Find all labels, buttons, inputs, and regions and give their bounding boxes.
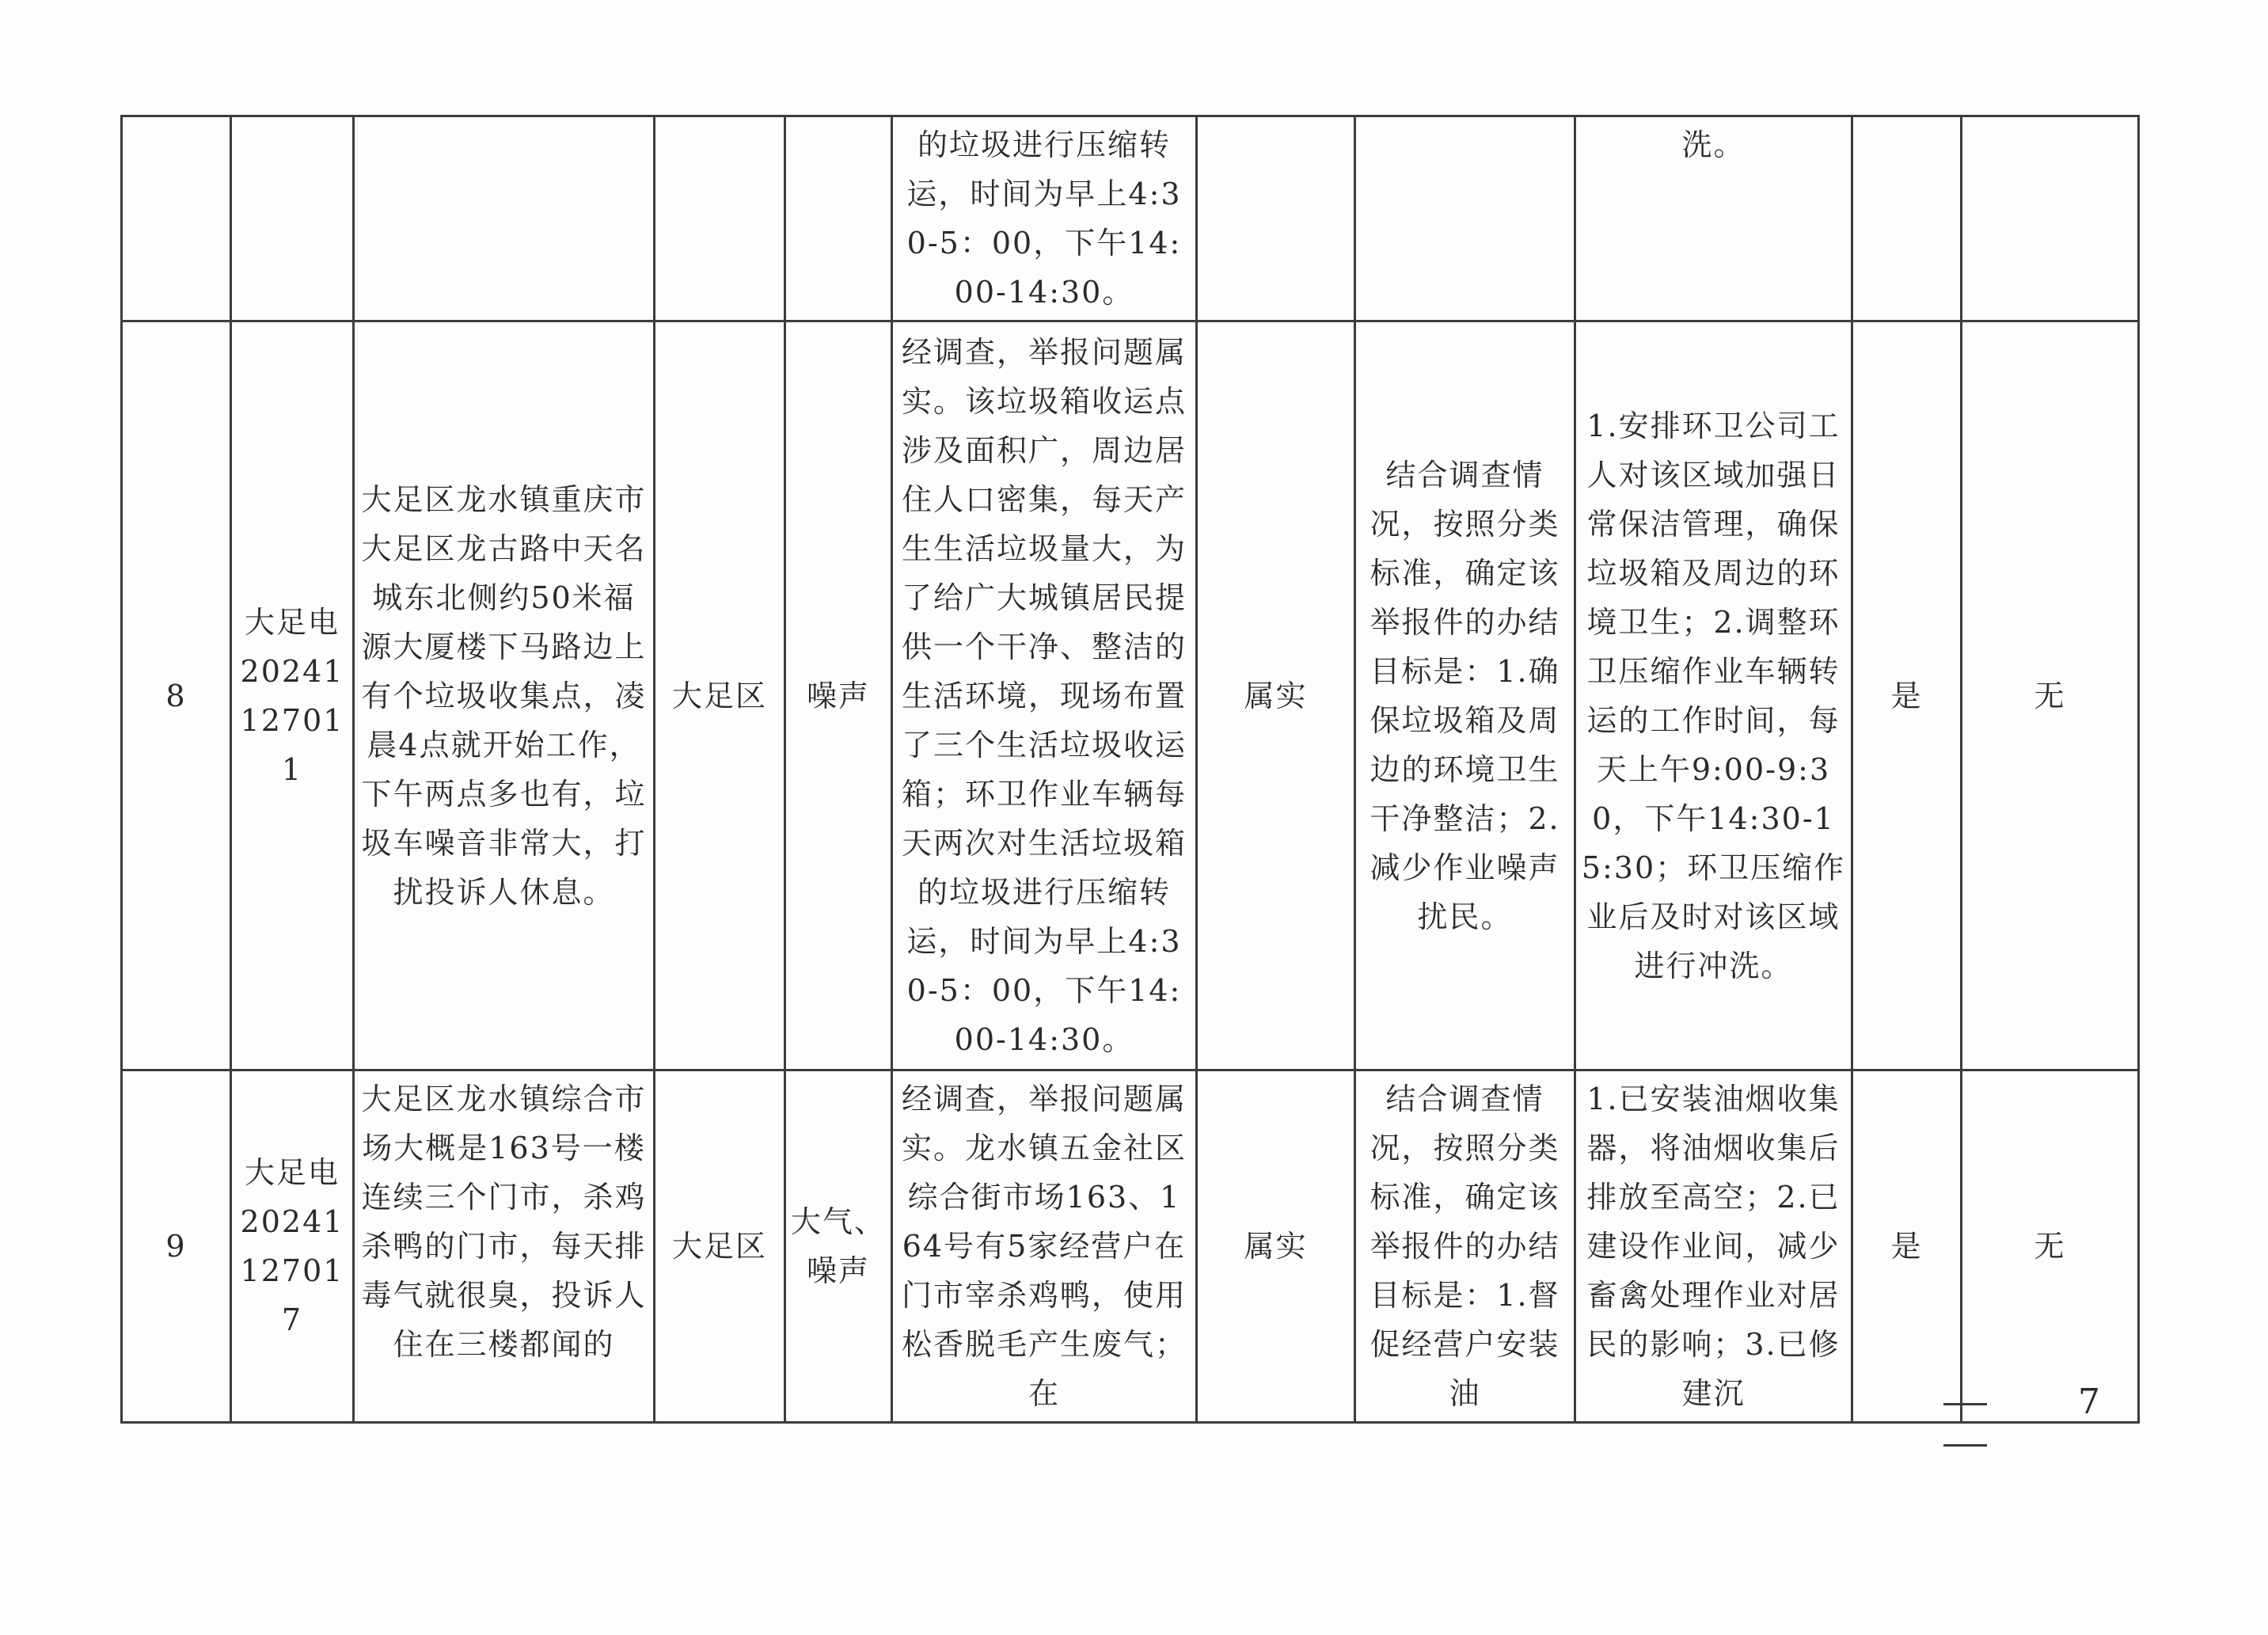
table-row xyxy=(122,116,2139,321)
cell-goal: 结合调查情况，按照分类标准，确定该举报件的办结目标是：1.督促经营户安装油 xyxy=(1355,1070,1575,1423)
cell-content xyxy=(354,116,655,321)
cell-done: 是 xyxy=(1852,1070,1962,1423)
cell-verdict xyxy=(1197,116,1355,321)
cell-content: 大足区龙水镇综合市场大概是163号一楼连续三个门市，杀鸡杀鸭的门市，每天排毒气就很臭，投诉人住在三楼都闻的 xyxy=(354,1070,655,1423)
cell-done xyxy=(1852,116,1962,321)
cell-done: 是 xyxy=(1852,321,1962,1070)
cell-verdict: 属实 xyxy=(1197,1070,1355,1423)
cell-penalty xyxy=(1962,116,2139,321)
cell-region xyxy=(655,116,785,321)
cell-measures: 洗。 xyxy=(1575,116,1852,321)
cell-type xyxy=(785,116,892,321)
cell-ticket: 大足电20241127011 xyxy=(231,321,354,1070)
cell-measures: 1.安排环卫公司工人对该区域加强日常保洁管理，确保垃圾箱及周边的环境卫生；2.调整环卫压缩作业车辆转运的工作时间，每天上午9:00-9:30，下午14:30-15:30；环卫压缩作业后及时对该区域进行冲洗。 xyxy=(1575,321,1852,1070)
cell-type: 噪声 xyxy=(785,321,892,1070)
table-row xyxy=(122,321,2139,1070)
cell-penalty: 无 xyxy=(1962,321,2139,1070)
cell-no: 9 xyxy=(122,1070,231,1423)
cell-ticket: 大足电20241127017 xyxy=(231,1070,354,1423)
complaint-table xyxy=(120,115,2140,1424)
cell-goal xyxy=(1355,116,1575,321)
cell-no: 8 xyxy=(122,321,231,1070)
cell-verdict: 属实 xyxy=(1197,321,1355,1070)
cell-type: 大气、噪声 xyxy=(785,1070,892,1423)
cell-investigation: 的垃圾进行压缩转运，时间为早上4:30-5：00，下午14:00-14:30。 xyxy=(892,116,1197,321)
cell-measures: 1.已安装油烟收集器，将油烟收集后排放至高空；2.已建设作业间，减少畜禽处理作业对居民的影响；3.已修建沉 xyxy=(1575,1070,1852,1423)
page-number: 7 xyxy=(2078,1382,2100,1422)
cell-ticket xyxy=(231,116,354,321)
table-row xyxy=(122,1070,2139,1423)
cell-investigation: 经调查，举报问题属实。该垃圾箱收运点涉及面积广，周边居住人口密集，每天产生生活垃圾量大，为了给广大城镇居民提供一个干净、整洁的生活环境，现场布置了三个生活垃圾收运箱；环卫作业车辆每天两次对生活垃圾箱的垃圾进行压缩转运，时间为早上4:30-5：00，下午14:00-14:30。 xyxy=(892,321,1197,1070)
cell-goal: 结合调查情况，按照分类标准，确定该举报件的办结目标是：1.确保垃圾箱及周边的环境卫生干净整洁；2.减少作业噪声扰民。 xyxy=(1355,321,1575,1070)
cell-no xyxy=(122,116,231,321)
cell-penalty: 无 xyxy=(1962,1070,2139,1423)
cell-content: 大足区龙水镇重庆市大足区龙古路中天名城东北侧约50米福源大厦楼下马路边上有个垃圾收集点，凌晨4点就开始工作，下午两点多也有，垃圾车噪音非常大，打扰投诉人休息。 xyxy=(354,321,655,1070)
page-number-dash-top xyxy=(1943,1403,1987,1405)
page-number-dash-bottom xyxy=(1943,1444,1987,1447)
cell-region: 大足区 xyxy=(655,321,785,1070)
cell-investigation: 经调查，举报问题属实。龙水镇五金社区综合街市场163、164号有5家经营户在门市宰杀鸡鸭，使用松香脱毛产生废气；在 xyxy=(892,1070,1197,1423)
cell-region: 大足区 xyxy=(655,1070,785,1423)
